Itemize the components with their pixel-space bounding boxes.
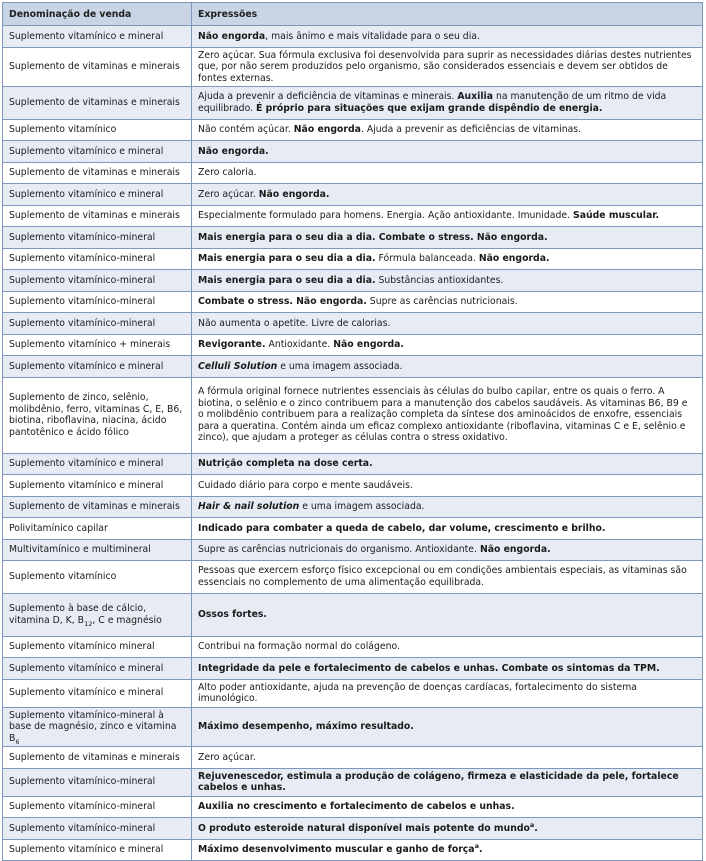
expressao-text: Supre as carências nutricionais do organismo. Antioxidante.	[198, 544, 480, 555]
denominacao-subscript: 6	[15, 737, 20, 746]
expressao-emphasis: Rejuvenescedor, estimula a produção de colágeno, firmeza e elasticidade da pele, fortalece cabelos e unhas.	[198, 770, 679, 793]
denominacao-subscript: 12	[84, 619, 93, 628]
expressao-text: Não contém açúcar.	[198, 124, 294, 135]
table-row	[3, 818, 703, 840]
expressao-emphasis: Não engorda.	[478, 253, 550, 264]
expressoes-cell	[192, 707, 703, 747]
expressoes-cell	[192, 184, 703, 206]
expressao-emphasis: Máximo desenvolvimento muscular e ganho de força	[198, 844, 475, 855]
expressoes-cell	[192, 539, 703, 561]
table-row	[3, 796, 703, 818]
table-row	[3, 313, 703, 335]
expressoes-cell	[192, 141, 703, 163]
expressao-text: A fórmula original fornece nutrientes essenciais às células do bulbo capilar, entre os quais o ferro. A biotina, o selênio e o zinco contribuem para a manutenção dos cabelos saudáveis. As vitaminas B6, B9 e o molibdênio contribuem para a realização completa da síntese dos aminoácidos de enxofre, essenciais para a queratina. Contém ainda um eficaz complexo antioxidante (riboflavina, vitaminas C e E, selênio e zinco), que ajudam a proteger as células contra o stress oxidativo.	[198, 386, 688, 444]
expressao-text: Supre as carências nutricionais.	[366, 296, 518, 307]
denominacao-cell: Suplemento vitamínico-mineral	[3, 818, 192, 840]
denominacao-cell: Suplemento de vitaminas e minerais	[3, 87, 192, 120]
denominacao-cell: Suplemento vitamínico e mineral	[3, 839, 192, 861]
expressoes-cell	[192, 248, 703, 270]
denominacao-text: Suplemento à base de cálcio, vitamina D, K, B	[9, 603, 147, 626]
expressao-emphasis: Não engorda.	[479, 544, 551, 555]
denominacao-cell: Multivitamínico e multimineral	[3, 539, 192, 561]
expressoes-cell	[192, 26, 703, 48]
supplement-claims-table-wrapper	[2, 2, 702, 861]
table-row	[3, 184, 703, 206]
expressao-emphasis: Máximo desempenho, máximo resultado.	[198, 721, 414, 732]
expressoes-cell	[192, 87, 703, 120]
expressao-emphasis: Saúde muscular.	[573, 210, 660, 221]
denominacao-cell: Suplemento vitamínico e mineral	[3, 141, 192, 163]
expressoes-cell	[192, 658, 703, 680]
expressoes-cell	[192, 313, 703, 335]
table-row	[3, 707, 703, 747]
expressoes-cell	[192, 205, 703, 227]
expressao-text: Zero açúcar.	[198, 751, 256, 763]
denominacao-cell: Suplemento vitamínico e mineral	[3, 453, 192, 475]
expressao-text: , mais ânimo e mais vitalidade para o seu dia.	[265, 30, 480, 42]
expressao-emphasis: Não engorda.	[258, 188, 330, 200]
expressao-text: Pessoas que exercem esforço físico excepcional ou em condições ambientais especiais, as vitaminas são essenciais no complemento de uma alimentação equilibrada.	[198, 565, 687, 588]
expressao-emphasis: Ossos fortes.	[198, 608, 267, 620]
expressao-text: Ajuda a prevenir a deficiência de vitaminas e minerais.	[198, 91, 458, 103]
expressao-emphasis: O produto esteroide natural disponível mais potente do mundo	[198, 822, 530, 834]
table-row	[3, 227, 703, 249]
table-row	[3, 768, 703, 796]
table-row	[3, 593, 703, 636]
expressao-text: Não aumenta o apetite. Livre de calorias.	[198, 317, 391, 329]
table-body	[3, 26, 703, 861]
expressao-emphasis: Indicado para combater a queda de cabelo, dar volume, crescimento e brilho.	[198, 522, 606, 534]
expressao-text: Antioxidante.	[265, 339, 334, 350]
expressoes-cell	[192, 593, 703, 636]
denominacao-cell: Suplemento de vitaminas e minerais	[3, 747, 192, 769]
expressao-emphasis: Integridade da pele e fortalecimento de cabelos e unhas. Combate os sintomas da TPM.	[198, 662, 660, 674]
table-row	[3, 377, 703, 453]
table-row	[3, 839, 703, 861]
expressao-text: na manutenção de um ritmo de vida equilibrado.	[198, 91, 667, 114]
expressoes-cell	[192, 47, 703, 87]
denominacao-cell: Suplemento vitamínico	[3, 561, 192, 594]
denominacao-cell: Suplemento de zinco, selênio, molibdênio, ferro, vitaminas C, E, B6, biotina, riboflavina, niacina, ácido pantotênico e ácido fólico	[3, 377, 192, 453]
expressao-emphasis: Não engorda	[198, 30, 266, 42]
denominacao-text: Suplemento vitamínico-mineral à base de magnésio, zinco e vitamina B	[9, 709, 177, 744]
table-row	[3, 291, 703, 313]
expressoes-cell	[192, 518, 703, 540]
expressao-text: Substâncias antioxidantes.	[375, 274, 504, 286]
denominacao-cell: Suplemento vitamínico-mineral	[3, 768, 192, 796]
header-expressoes: Expressões	[192, 3, 703, 26]
expressao-emphasis: Combate o stress. Não engorda.	[198, 296, 367, 307]
denominacao-cell: Suplemento vitamínico-mineral	[3, 248, 192, 270]
expressao-text: Contribui na formação normal do colágeno.	[198, 641, 400, 652]
table-row	[3, 119, 703, 141]
expressoes-cell	[192, 561, 703, 594]
denominacao-cell: Suplemento vitamínico e mineral	[3, 356, 192, 378]
expressoes-cell	[192, 270, 703, 292]
expressao-text: Especialmente formulado para homens. Energia. Ação antioxidante. Imunidade.	[198, 210, 574, 221]
denominacao-cell: Suplemento vitamínico mineral	[3, 636, 192, 658]
table-row	[3, 636, 703, 658]
expressao-emphasis: Auxilia	[457, 91, 494, 103]
denominacao-cell: Suplemento vitamínico	[3, 119, 192, 141]
expressoes-cell	[192, 768, 703, 796]
expressao-text: . Ajuda a prevenir as deficiências de vitaminas.	[360, 124, 582, 135]
denominacao-cell: Suplemento de vitaminas e minerais	[3, 162, 192, 184]
expressao-text: e uma imagem associada.	[299, 501, 425, 512]
table-row	[3, 334, 703, 356]
expressao-emphasis: Não engorda.	[198, 145, 269, 157]
expressao-emphasis: Não engorda.	[333, 339, 404, 350]
denominacao-cell	[3, 707, 192, 747]
table-row	[3, 270, 703, 292]
footnote-marker: a	[529, 820, 535, 829]
supplement-claims-table	[2, 2, 703, 861]
expressao-emphasis: Mais energia para o seu dia a dia.	[198, 274, 376, 286]
denominacao-cell	[3, 593, 192, 636]
denominacao-cell: Suplemento vitamínico e mineral	[3, 475, 192, 497]
expressoes-cell	[192, 747, 703, 769]
table-row	[3, 658, 703, 680]
table-row	[3, 518, 703, 540]
expressao-text: Cuidado diário para corpo e mente saudáveis.	[198, 479, 413, 491]
table-row	[3, 679, 703, 707]
expressoes-cell	[192, 679, 703, 707]
denominacao-cell: Suplemento vitamínico-mineral	[3, 227, 192, 249]
table-row	[3, 539, 703, 561]
table-row	[3, 496, 703, 518]
expressoes-cell	[192, 453, 703, 475]
expressao-emphasis: Nutrição completa na dose certa.	[198, 458, 373, 469]
expressoes-cell	[192, 227, 703, 249]
table-row	[3, 356, 703, 378]
table-row	[3, 141, 703, 163]
expressoes-cell	[192, 475, 703, 497]
expressao-text: Zero açúcar. Sua fórmula exclusiva foi desenvolvida para suprir as necessidades diárias destes nutrientes que, por não serem produzidos pelo organismo, são considerados essenciais e devem ser obtidos de fontes externas.	[198, 49, 692, 84]
expressoes-cell	[192, 796, 703, 818]
expressao-emphasis: Hair & nail solution	[198, 501, 300, 512]
table-header-row	[3, 3, 703, 26]
denominacao-cell: Suplemento de vitaminas e minerais	[3, 205, 192, 227]
table-row	[3, 475, 703, 497]
table-row	[3, 26, 703, 48]
denominacao-cell: Suplemento vitamínico e mineral	[3, 679, 192, 707]
denominacao-cell: Suplemento de vitaminas e minerais	[3, 47, 192, 87]
denominacao-cell: Suplemento vitamínico e mineral	[3, 26, 192, 48]
expressao-text: Alto poder antioxidante, ajuda na prevenção de doenças cardíacas, fortalecimento do sistema imunológico.	[198, 681, 637, 704]
expressoes-cell	[192, 636, 703, 658]
table-row	[3, 561, 703, 594]
footnote-marker: a	[474, 841, 479, 850]
expressao-text: Zero caloria.	[198, 167, 257, 178]
expressao-emphasis: É próprio para situações que exijam grande dispêndio de energia.	[256, 102, 603, 114]
expressao-emphasis: .	[478, 844, 483, 855]
table-row	[3, 453, 703, 475]
expressao-emphasis: Mais energia para o seu dia a dia.	[198, 253, 376, 264]
expressao-emphasis: Mais energia para o seu dia a dia. Combate o stress. Não engorda.	[198, 231, 548, 243]
header-denominacao: Denominação de venda	[3, 3, 192, 26]
denominacao-cell: Suplemento vitamínico-mineral	[3, 270, 192, 292]
denominacao-cell: Suplemento vitamínico-mineral	[3, 291, 192, 313]
denominacao-cell: Suplemento vitamínico-mineral	[3, 313, 192, 335]
expressoes-cell	[192, 334, 703, 356]
table-row	[3, 248, 703, 270]
denominacao-cell: Suplemento vitamínico e mineral	[3, 184, 192, 206]
expressoes-cell	[192, 377, 703, 453]
denominacao-cell: Suplemento vitamínico + minerais	[3, 334, 192, 356]
table-row	[3, 47, 703, 87]
expressao-emphasis: Auxilia no crescimento e fortalecimento de cabelos e unhas.	[198, 801, 515, 812]
expressoes-cell	[192, 162, 703, 184]
denominacao-cell: Suplemento vitamínico-mineral	[3, 796, 192, 818]
table-row	[3, 747, 703, 769]
expressoes-cell	[192, 839, 703, 861]
expressao-text: e uma imagem associada.	[277, 360, 403, 372]
expressoes-cell	[192, 291, 703, 313]
expressao-text: Fórmula balanceada.	[375, 253, 479, 264]
denominacao-text-end: , C e magnésio	[92, 614, 162, 626]
table-row	[3, 205, 703, 227]
denominacao-cell: Suplemento vitamínico e mineral	[3, 658, 192, 680]
expressoes-cell	[192, 119, 703, 141]
expressao-text: Zero açúcar.	[198, 188, 259, 200]
expressao-emphasis: Não engorda	[293, 124, 361, 135]
expressao-emphasis: Celluli Solution	[198, 360, 278, 372]
denominacao-cell: Polivitamínico capilar	[3, 518, 192, 540]
denominacao-cell: Suplemento de vitaminas e minerais	[3, 496, 192, 518]
expressoes-cell	[192, 496, 703, 518]
table-row	[3, 162, 703, 184]
expressao-emphasis: .	[534, 822, 538, 834]
expressoes-cell	[192, 818, 703, 840]
expressoes-cell	[192, 356, 703, 378]
expressao-emphasis: Revigorante.	[198, 339, 266, 350]
table-row	[3, 87, 703, 120]
